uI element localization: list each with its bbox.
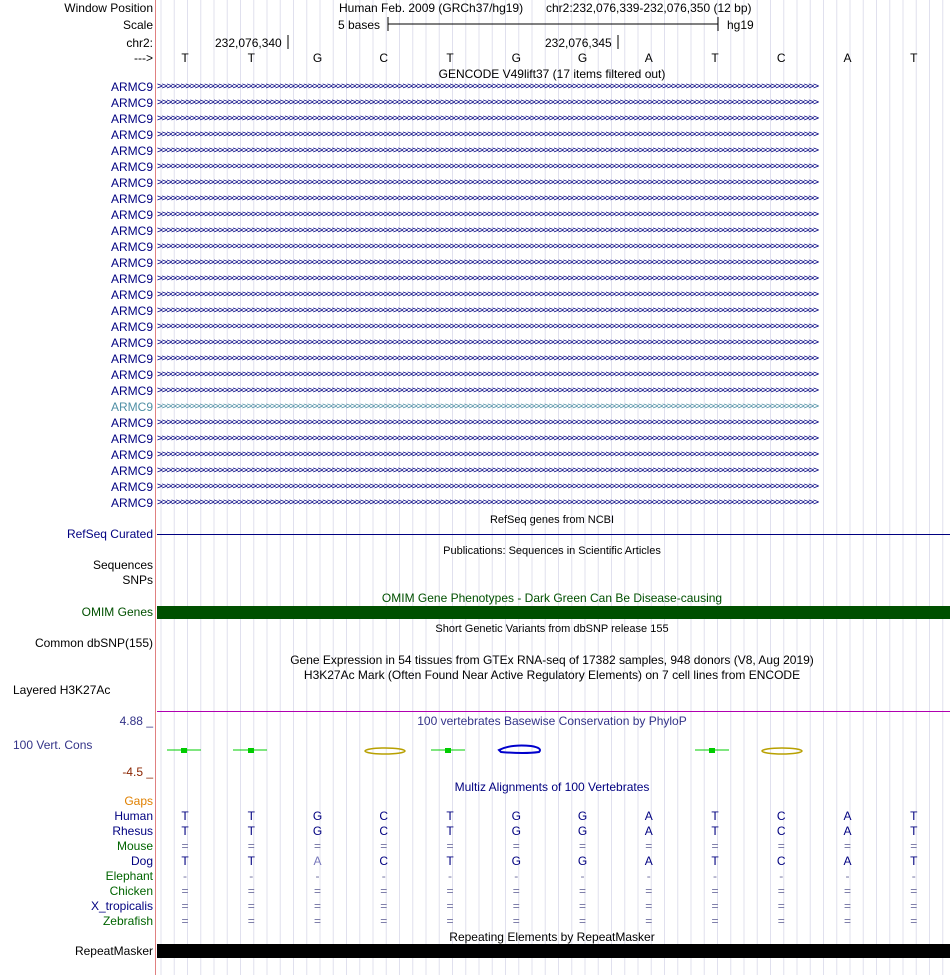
alignment-base: A <box>644 854 653 868</box>
gencode-item-label[interactable]: ARMC9 <box>110 272 153 286</box>
omim-gene-bar <box>157 606 950 619</box>
alignment-base: G <box>312 809 323 823</box>
species-label: Rhesus <box>112 824 153 838</box>
dbsnp-track-label[interactable]: Common dbSNP(155) <box>34 636 153 650</box>
gencode-item-label[interactable]: ARMC9 <box>110 256 153 270</box>
scale-text: 5 bases <box>338 18 381 32</box>
alignment-base: C <box>776 854 786 868</box>
phylop-signal <box>167 746 802 755</box>
alignment-base: G <box>511 809 521 823</box>
alignment-base: = <box>711 884 719 898</box>
alignment-base: C <box>379 809 389 823</box>
track-image-area[interactable] <box>155 0 950 975</box>
sequences-track-label[interactable]: Sequences <box>92 558 153 572</box>
alignment-base: - <box>646 869 651 883</box>
gencode-item-transcript[interactable]: >>>>>>>>>>>>>>>>>>>>>>>>>>>>>>>>>>>>>>>>>>>>>>>>>>>>>>>>>>>>>>>>>>>>>>>>>>>>>>>>>>>>>>>>>>>>>>>>>>>>>>>>>>>>>>>>>>>>>>>>>>>>>>>>>>>>>>>>>>>> <box>157 161 818 172</box>
alignment-base: = <box>910 839 918 853</box>
alignment-base: C <box>776 809 786 823</box>
gencode-item-transcript[interactable]: >>>>>>>>>>>>>>>>>>>>>>>>>>>>>>>>>>>>>>>>>>>>>>>>>>>>>>>>>>>>>>>>>>>>>>>>>>>>>>>>>>>>>>>>>>>>>>>>>>>>>>>>>>>>>>>>>>>>>>>>>>>>>>>>>>>>>>>>>>>> <box>157 449 818 460</box>
alignment-base: = <box>181 899 189 913</box>
gencode-item-label[interactable]: ARMC9 <box>110 224 153 238</box>
alignment-base: = <box>512 899 520 913</box>
alignment-base: - <box>580 869 585 883</box>
ruler-base: T <box>247 51 255 65</box>
alignment-base: = <box>446 914 454 928</box>
gencode-item-label[interactable]: ARMC9 <box>110 384 153 398</box>
alignment-base: = <box>645 884 653 898</box>
gencode-item-label[interactable]: ARMC9 <box>110 336 153 350</box>
gencode-item-label[interactable]: ARMC9 <box>110 320 153 334</box>
repeatmasker-bar <box>157 944 950 958</box>
alignment-base: = <box>181 914 189 928</box>
phylop-max-label: 4.88 _ <box>119 714 153 728</box>
alignment-base: T <box>181 824 189 838</box>
gencode-item-transcript[interactable]: >>>>>>>>>>>>>>>>>>>>>>>>>>>>>>>>>>>>>>>>>>>>>>>>>>>>>>>>>>>>>>>>>>>>>>>>>>>>>>>>>>>>>>>>>>>>>>>>>>>>>>>>>>>>>>>>>>>>>>>>>>>>>>>>>>>>>>>>>>>> <box>157 145 818 156</box>
alignment-base: G <box>511 824 521 838</box>
coord-label-1: 232,076,340 <box>215 36 282 50</box>
alignment-base: = <box>181 884 189 898</box>
alignment-base: = <box>380 899 388 913</box>
gencode-item-label[interactable]: ARMC9 <box>110 160 153 174</box>
alignment-base: - <box>315 869 320 883</box>
gencode-item-transcript[interactable]: >>>>>>>>>>>>>>>>>>>>>>>>>>>>>>>>>>>>>>>>>>>>>>>>>>>>>>>>>>>>>>>>>>>>>>>>>>>>>>>>>>>>>>>>>>>>>>>>>>>>>>>>>>>>>>>>>>>>>>>>>>>>>>>>>>>>>>>>>>>> <box>157 129 818 140</box>
alignment-base: = <box>578 839 587 853</box>
alignment-base: T <box>446 854 454 868</box>
gencode-item-transcript[interactable]: >>>>>>>>>>>>>>>>>>>>>>>>>>>>>>>>>>>>>>>>>>>>>>>>>>>>>>>>>>>>>>>>>>>>>>>>>>>>>>>>>>>>>>>>>>>>>>>>>>>>>>>>>>>>>>>>>>>>>>>>>>>>>>>>>>>>>>>>>>>> <box>157 481 818 492</box>
gencode-item-transcript[interactable]: >>>>>>>>>>>>>>>>>>>>>>>>>>>>>>>>>>>>>>>>>>>>>>>>>>>>>>>>>>>>>>>>>>>>>>>>>>>>>>>>>>>>>>>>>>>>>>>>>>>>>>>>>>>>>>>>>>>>>>>>>>>>>>>>>>>>>>>>>>>> <box>157 305 818 316</box>
ruler-base: A <box>644 51 653 65</box>
alignment-base: A <box>644 809 653 823</box>
alignment-base: A <box>843 854 852 868</box>
gencode-item-label[interactable]: ARMC9 <box>110 112 153 126</box>
alignment-base: = <box>910 899 918 913</box>
gencode-item-transcript[interactable]: >>>>>>>>>>>>>>>>>>>>>>>>>>>>>>>>>>>>>>>>>>>>>>>>>>>>>>>>>>>>>>>>>>>>>>>>>>>>>>>>>>>>>>>>>>>>>>>>>>>>>>>>>>>>>>>>>>>>>>>>>>>>>>>>>>>>>>>>>>>> <box>157 321 818 332</box>
alignment-base: A <box>644 824 653 838</box>
gencode-item-transcript[interactable]: >>>>>>>>>>>>>>>>>>>>>>>>>>>>>>>>>>>>>>>>>>>>>>>>>>>>>>>>>>>>>>>>>>>>>>>>>>>>>>>>>>>>>>>>>>>>>>>>>>>>>>>>>>>>>>>>>>>>>>>>>>>>>>>>>>>>>>>>>>>> <box>157 81 818 92</box>
alignment-base: G <box>577 854 588 868</box>
gencode-item-label[interactable]: ARMC9 <box>110 432 153 446</box>
alignment-base: T <box>181 854 189 868</box>
gencode-item-transcript[interactable]: >>>>>>>>>>>>>>>>>>>>>>>>>>>>>>>>>>>>>>>>>>>>>>>>>>>>>>>>>>>>>>>>>>>>>>>>>>>>>>>>>>>>>>>>>>>>>>>>>>>>>>>>>>>>>>>>>>>>>>>>>>>>>>>>>>>>>>>>>>>> <box>157 401 818 412</box>
gencode-item-transcript[interactable]: >>>>>>>>>>>>>>>>>>>>>>>>>>>>>>>>>>>>>>>>>>>>>>>>>>>>>>>>>>>>>>>>>>>>>>>>>>>>>>>>>>>>>>>>>>>>>>>>>>>>>>>>>>>>>>>>>>>>>>>>>>>>>>>>>>>>>>>>>>>> <box>157 433 818 444</box>
gencode-item-label[interactable]: ARMC9 <box>110 448 153 462</box>
gencode-item-label[interactable]: ARMC9 <box>110 304 153 318</box>
alignment-base: = <box>777 899 785 913</box>
alignment-base: = <box>645 839 653 853</box>
alignment-base: T <box>446 809 454 823</box>
alignment-base: - <box>448 869 452 883</box>
alignment-base: = <box>843 914 852 928</box>
alignment-base: - <box>183 869 187 883</box>
phylop-min-label: -4.5 _ <box>122 765 153 779</box>
h3k27ac-track-title: H3K27Ac Mark (Often Found Near Active Regulatory Elements) on 7 cell lines from ENCODE <box>303 668 801 682</box>
dbsnp-track-title: Short Genetic Variants from dbSNP release 155 <box>435 623 669 635</box>
species-label: Zebrafish <box>102 914 153 928</box>
gencode-item-transcript[interactable]: >>>>>>>>>>>>>>>>>>>>>>>>>>>>>>>>>>>>>>>>>>>>>>>>>>>>>>>>>>>>>>>>>>>>>>>>>>>>>>>>>>>>>>>>>>>>>>>>>>>>>>>>>>>>>>>>>>>>>>>>>>>>>>>>>>>>>>>>>>>> <box>157 289 818 300</box>
alignment-base: = <box>313 914 322 928</box>
alignment-base: T <box>446 824 454 838</box>
alignment-base: G <box>312 824 323 838</box>
alignment-base: A <box>843 824 852 838</box>
window-position-label: Window Position <box>64 1 153 15</box>
ruler-base: G <box>577 51 588 65</box>
gencode-item-label[interactable]: ARMC9 <box>110 240 153 254</box>
gencode-item-transcript[interactable]: >>>>>>>>>>>>>>>>>>>>>>>>>>>>>>>>>>>>>>>>>>>>>>>>>>>>>>>>>>>>>>>>>>>>>>>>>>>>>>>>>>>>>>>>>>>>>>>>>>>>>>>>>>>>>>>>>>>>>>>>>>>>>>>>>>>>>>>>>>>> <box>157 225 818 236</box>
alignment-base: = <box>446 884 454 898</box>
gencode-item-transcript[interactable]: >>>>>>>>>>>>>>>>>>>>>>>>>>>>>>>>>>>>>>>>>>>>>>>>>>>>>>>>>>>>>>>>>>>>>>>>>>>>>>>>>>>>>>>>>>>>>>>>>>>>>>>>>>>>>>>>>>>>>>>>>>>>>>>>>>>>>>>>>>>> <box>157 241 818 252</box>
gencode-item-transcript[interactable]: >>>>>>>>>>>>>>>>>>>>>>>>>>>>>>>>>>>>>>>>>>>>>>>>>>>>>>>>>>>>>>>>>>>>>>>>>>>>>>>>>>>>>>>>>>>>>>>>>>>>>>>>>>>>>>>>>>>>>>>>>>>>>>>>>>>>>>>>>>>> <box>157 209 818 220</box>
ruler-base: G <box>312 51 323 65</box>
ruler-base: T <box>711 51 719 65</box>
assembly-text: Human Feb. 2009 (GRCh37/hg19) <box>339 1 524 15</box>
species-label: Human <box>114 809 153 823</box>
species-label: Mouse <box>116 839 153 853</box>
position-text: chr2:232,076,339-232,076,350 (12 bp) <box>546 1 752 15</box>
alignment-base: T <box>910 824 918 838</box>
gencode-item-transcript[interactable]: >>>>>>>>>>>>>>>>>>>>>>>>>>>>>>>>>>>>>>>>>>>>>>>>>>>>>>>>>>>>>>>>>>>>>>>>>>>>>>>>>>>>>>>>>>>>>>>>>>>>>>>>>>>>>>>>>>>>>>>>>>>>>>>>>>>>>>>>>>>> <box>157 177 818 188</box>
alignment-base: T <box>711 809 719 823</box>
ruler-base: C <box>776 51 786 65</box>
alignment-base: = <box>446 899 454 913</box>
alignment-base: = <box>380 914 388 928</box>
alignment-base: = <box>843 884 852 898</box>
alignment-base: - <box>845 869 850 883</box>
alignment-base: = <box>578 914 587 928</box>
publications-track-title: Publications: Sequences in Scientific Articles <box>443 545 661 557</box>
h3k27ac-track-label[interactable]: Layered H3K27Ac <box>13 683 111 697</box>
alignment-base: - <box>381 869 386 883</box>
alignment-base: A <box>313 854 322 868</box>
db-text: hg19 <box>727 18 754 32</box>
repeatmasker-track-title: Repeating Elements by RepeatMasker <box>449 930 655 944</box>
gencode-item-transcript[interactable]: >>>>>>>>>>>>>>>>>>>>>>>>>>>>>>>>>>>>>>>>>>>>>>>>>>>>>>>>>>>>>>>>>>>>>>>>>>>>>>>>>>>>>>>>>>>>>>>>>>>>>>>>>>>>>>>>>>>>>>>>>>>>>>>>>>>>>>>>>>>> <box>157 417 818 428</box>
alignment-base: = <box>910 884 918 898</box>
alignment-base: = <box>578 899 587 913</box>
coord-label-2: 232,076,345 <box>545 36 612 50</box>
ruler-base: T <box>910 51 918 65</box>
gencode-item-label[interactable]: ARMC9 <box>110 144 153 158</box>
alignment-base: = <box>843 899 852 913</box>
gencode-item-transcript[interactable]: >>>>>>>>>>>>>>>>>>>>>>>>>>>>>>>>>>>>>>>>>>>>>>>>>>>>>>>>>>>>>>>>>>>>>>>>>>>>>>>>>>>>>>>>>>>>>>>>>>>>>>>>>>>>>>>>>>>>>>>>>>>>>>>>>>>>>>>>>>>> <box>157 369 818 380</box>
ruler-base: A <box>843 51 852 65</box>
gencode-item-label[interactable]: ARMC9 <box>110 416 153 430</box>
species-label: Dog <box>130 854 153 868</box>
alignment-base: T <box>247 854 255 868</box>
gencode-item-transcript[interactable]: >>>>>>>>>>>>>>>>>>>>>>>>>>>>>>>>>>>>>>>>>>>>>>>>>>>>>>>>>>>>>>>>>>>>>>>>>>>>>>>>>>>>>>>>>>>>>>>>>>>>>>>>>>>>>>>>>>>>>>>>>>>>>>>>>>>>>>>>>>>> <box>157 353 818 364</box>
alignment-base: = <box>711 914 719 928</box>
alignment-base: = <box>512 914 520 928</box>
alignment-base: = <box>777 914 785 928</box>
alignment-base: = <box>512 884 520 898</box>
gencode-item-transcript[interactable]: >>>>>>>>>>>>>>>>>>>>>>>>>>>>>>>>>>>>>>>>>>>>>>>>>>>>>>>>>>>>>>>>>>>>>>>>>>>>>>>>>>>>>>>>>>>>>>>>>>>>>>>>>>>>>>>>>>>>>>>>>>>>>>>>>>>>>>>>>>>> <box>157 193 818 204</box>
gencode-item-label[interactable]: ARMC9 <box>110 208 153 222</box>
gencode-item-transcript[interactable]: >>>>>>>>>>>>>>>>>>>>>>>>>>>>>>>>>>>>>>>>>>>>>>>>>>>>>>>>>>>>>>>>>>>>>>>>>>>>>>>>>>>>>>>>>>>>>>>>>>>>>>>>>>>>>>>>>>>>>>>>>>>>>>>>>>>>>>>>>>>> <box>157 465 818 476</box>
alignment-base: = <box>380 884 388 898</box>
gtex-track-title: Gene Expression in 54 tissues from GTEx RNA-seq of 17382 samples, 948 donors (V8, Aug 2019) <box>290 653 814 667</box>
gencode-item-label[interactable]: ARMC9 <box>110 128 153 142</box>
alignment-base: T <box>711 824 719 838</box>
gencode-item-label[interactable]: ARMC9 <box>110 176 153 190</box>
gencode-item-label[interactable]: ARMC9 <box>110 368 153 382</box>
gencode-item-transcript[interactable]: >>>>>>>>>>>>>>>>>>>>>>>>>>>>>>>>>>>>>>>>>>>>>>>>>>>>>>>>>>>>>>>>>>>>>>>>>>>>>>>>>>>>>>>>>>>>>>>>>>>>>>>>>>>>>>>>>>>>>>>>>>>>>>>>>>>>>>>>>>>> <box>157 337 818 348</box>
alignment-base: = <box>247 899 255 913</box>
alignment-base: C <box>379 854 389 868</box>
gencode-item-transcript[interactable]: >>>>>>>>>>>>>>>>>>>>>>>>>>>>>>>>>>>>>>>>>>>>>>>>>>>>>>>>>>>>>>>>>>>>>>>>>>>>>>>>>>>>>>>>>>>>>>>>>>>>>>>>>>>>>>>>>>>>>>>>>>>>>>>>>>>>>>>>>>>> <box>157 113 818 124</box>
gencode-item-label[interactable]: ARMC9 <box>110 80 153 94</box>
gencode-item-label[interactable]: ARMC9 <box>110 96 153 110</box>
alignment-base: = <box>711 839 719 853</box>
gencode-item-label[interactable]: ARMC9 <box>110 400 153 414</box>
ruler-base: C <box>379 51 389 65</box>
alignment-base: = <box>645 899 653 913</box>
species-label: Elephant <box>105 869 153 883</box>
gencode-track-title: GENCODE V49lift37 (17 items filtered out) <box>438 67 666 81</box>
alignment-base: T <box>247 809 255 823</box>
species-label: Chicken <box>109 884 153 898</box>
alignment-base: T <box>910 854 918 868</box>
alignment-base: = <box>910 914 918 928</box>
strand-label: ---> <box>134 51 153 65</box>
ruler-base: T <box>446 51 454 65</box>
alignment-base: C <box>379 824 389 838</box>
alignment-base: A <box>843 809 852 823</box>
alignment-base: = <box>843 839 852 853</box>
omim-track-label[interactable]: OMIM Genes <box>81 605 153 619</box>
gencode-item-transcript[interactable]: >>>>>>>>>>>>>>>>>>>>>>>>>>>>>>>>>>>>>>>>>>>>>>>>>>>>>>>>>>>>>>>>>>>>>>>>>>>>>>>>>>>>>>>>>>>>>>>>>>>>>>>>>>>>>>>>>>>>>>>>>>>>>>>>>>>>>>>>>>>> <box>157 257 818 268</box>
gencode-item-label[interactable]: ARMC9 <box>110 288 153 302</box>
alignment-base: = <box>777 884 785 898</box>
alignment-base: = <box>578 884 587 898</box>
alignment-base: = <box>247 884 255 898</box>
alignment-base: - <box>779 869 784 883</box>
scale-label: Scale <box>122 18 153 32</box>
ruler-base: G <box>511 51 521 65</box>
gencode-item-transcript[interactable]: >>>>>>>>>>>>>>>>>>>>>>>>>>>>>>>>>>>>>>>>>>>>>>>>>>>>>>>>>>>>>>>>>>>>>>>>>>>>>>>>>>>>>>>>>>>>>>>>>>>>>>>>>>>>>>>>>>>>>>>>>>>>>>>>>>>>>>>>>>>> <box>157 273 818 284</box>
alignment-base: = <box>711 899 719 913</box>
gencode-item-transcript[interactable]: >>>>>>>>>>>>>>>>>>>>>>>>>>>>>>>>>>>>>>>>>>>>>>>>>>>>>>>>>>>>>>>>>>>>>>>>>>>>>>>>>>>>>>>>>>>>>>>>>>>>>>>>>>>>>>>>>>>>>>>>>>>>>>>>>>>>>>>>>>>> <box>157 497 818 508</box>
alignment-base: = <box>645 914 653 928</box>
alignment-base: T <box>711 854 719 868</box>
alignment-base: = <box>247 839 255 853</box>
omim-track-title: OMIM Gene Phenotypes - Dark Green Can Be Disease-causing <box>381 591 723 605</box>
alignment-base: = <box>313 839 322 853</box>
refseq-track-title: RefSeq genes from NCBI <box>489 514 615 526</box>
gencode-item-label[interactable]: ARMC9 <box>110 480 153 494</box>
alignment-base: - <box>713 869 717 883</box>
gencode-item-label[interactable]: ARMC9 <box>110 192 153 206</box>
phylop-track-label[interactable]: 100 Vert. Cons <box>13 738 93 752</box>
alignment-base: = <box>247 914 255 928</box>
ruler-base: T <box>181 51 189 65</box>
alignment-base: = <box>512 839 520 853</box>
gaps-label: Gaps <box>124 794 153 808</box>
alignment-base: = <box>313 899 322 913</box>
gencode-item-transcript[interactable]: >>>>>>>>>>>>>>>>>>>>>>>>>>>>>>>>>>>>>>>>>>>>>>>>>>>>>>>>>>>>>>>>>>>>>>>>>>>>>>>>>>>>>>>>>>>>>>>>>>>>>>>>>>>>>>>>>>>>>>>>>>>>>>>>>>>>>>>>>>>> <box>157 97 818 108</box>
alignment-base: = <box>446 839 454 853</box>
alignment-base: - <box>249 869 254 883</box>
alignment-base: C <box>776 824 786 838</box>
species-label: X_tropicalis <box>90 899 153 913</box>
alignment-base: G <box>577 824 588 838</box>
refseq-track-label[interactable]: RefSeq Curated <box>66 527 153 541</box>
gencode-item-label[interactable]: ARMC9 <box>110 496 153 510</box>
multiz-track-title: Multiz Alignments of 100 Vertebrates <box>454 780 650 794</box>
repeatmasker-track-label[interactable]: RepeatMasker <box>74 944 153 958</box>
alignment-base: = <box>380 839 388 853</box>
alignment-base: T <box>181 809 189 823</box>
gencode-item-label[interactable]: ARMC9 <box>110 464 153 478</box>
gencode-item-label[interactable]: ARMC9 <box>110 352 153 366</box>
alignment-base: T <box>247 824 255 838</box>
snps-track-label[interactable]: SNPs <box>122 573 153 587</box>
alignment-base: = <box>313 884 322 898</box>
phylop-track-title: 100 vertebrates Basewise Conservation by PhyloP <box>417 714 687 728</box>
alignment-base: = <box>181 839 189 853</box>
alignment-base: - <box>911 869 916 883</box>
alignment-base: G <box>511 854 521 868</box>
alignment-base: = <box>777 839 785 853</box>
alignment-base: - <box>514 869 519 883</box>
chrom-label: chr2: <box>126 36 153 50</box>
alignment-base: G <box>577 809 588 823</box>
gencode-item-transcript[interactable]: >>>>>>>>>>>>>>>>>>>>>>>>>>>>>>>>>>>>>>>>>>>>>>>>>>>>>>>>>>>>>>>>>>>>>>>>>>>>>>>>>>>>>>>>>>>>>>>>>>>>>>>>>>>>>>>>>>>>>>>>>>>>>>>>>>>>>>>>>>>> <box>157 385 818 396</box>
alignment-base: T <box>910 809 918 823</box>
